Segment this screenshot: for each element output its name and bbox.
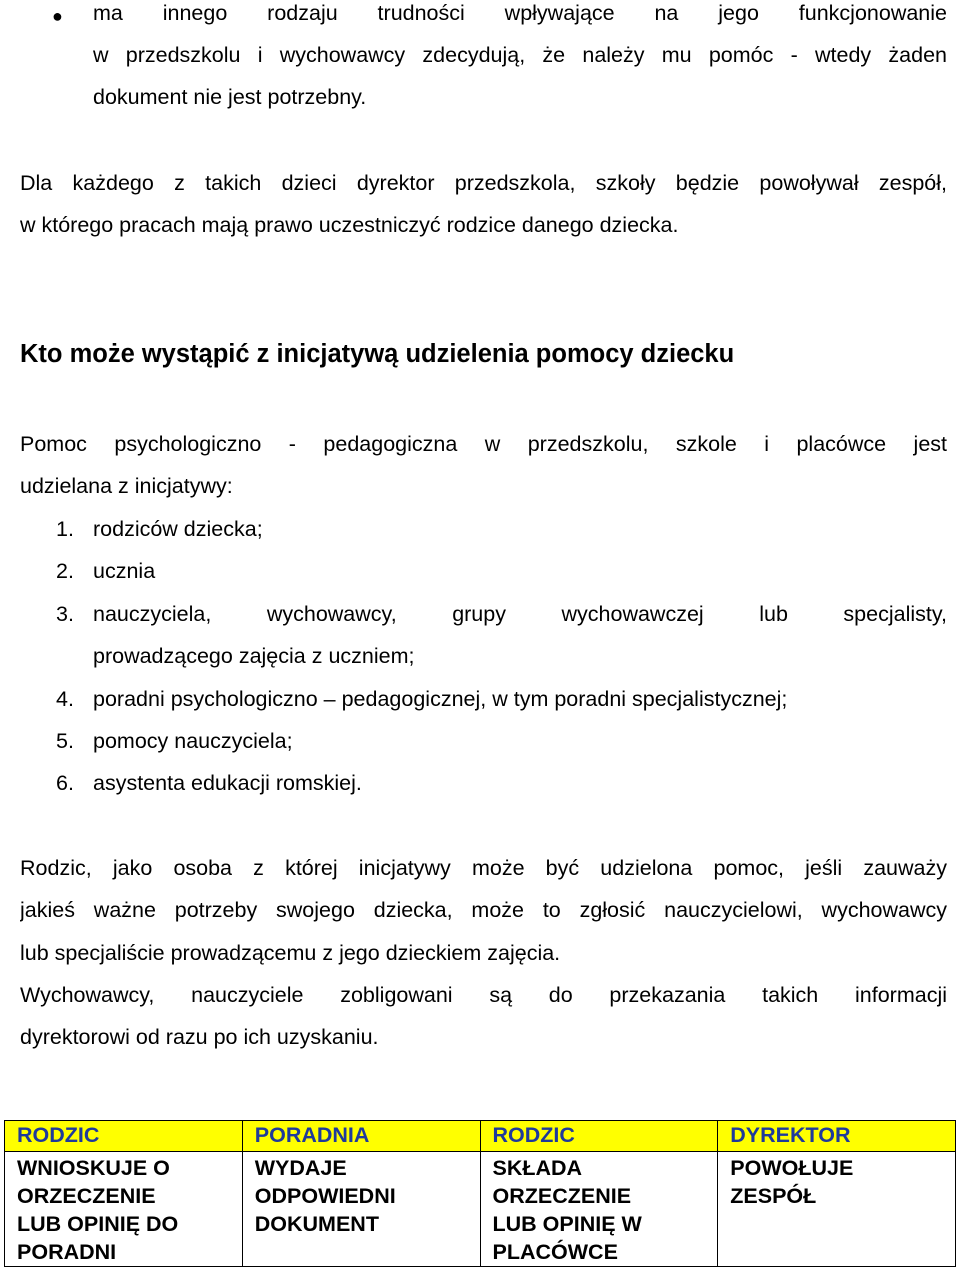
list-item-text: pomocy nauczyciela; [93, 729, 293, 753]
list-item-text: asystenta edukacji romskiej. [93, 771, 362, 795]
para1-line-1: Dla każdego z takich dzieci dyrektor przedszkola, szkoły będzie powoływał zespół, [20, 171, 947, 195]
table-cell: WYDAJE ODPOWIEDNI DOKUMENT [242, 1152, 480, 1267]
list-item-text: poradni psychologiczno – pedagogicznej, w tym poradni specjalistycznej; [93, 687, 788, 711]
table-row [5, 1152, 956, 1267]
list-item-text: rodziców dziecka; [93, 517, 263, 541]
bullet-line-2: w przedszkolu i wychowawcy zdecydują, że należy mu pomóc - wtedy żaden [93, 43, 947, 67]
list-item-text-continued: prowadzącego zajęcia z uczniem; [93, 644, 415, 668]
table-header-cell: PORADNIA [242, 1121, 480, 1152]
table-cell: SKŁADA ORZECZENIE LUB OPINIĘ W PLACÓWCE [480, 1152, 718, 1267]
bullet-icon: ● [52, 6, 63, 26]
list-number: 2. [56, 559, 74, 583]
bullet-line-3: dokument nie jest potrzebny. [93, 85, 367, 109]
table-header-row [5, 1121, 956, 1152]
list-number: 1. [56, 517, 74, 541]
table-header-cell: RODZIC [480, 1121, 718, 1152]
list-item-text: ucznia [93, 559, 156, 583]
list-item-text: nauczyciela, wychowawcy, grupy wychowawczej lub specjalisty, [93, 602, 947, 626]
list-number: 5. [56, 729, 74, 753]
para2-line-1: Pomoc psychologiczno - pedagogiczna w przedszkolu, szkole i placówce jest [20, 432, 947, 456]
list-number: 3. [56, 602, 74, 626]
table-header-cell: RODZIC [5, 1121, 243, 1152]
table-cell: WNIOSKUJE O ORZECZENIE LUB OPINIĘ DO PORADNI [5, 1152, 243, 1267]
table-header-cell: DYREKTOR [718, 1121, 956, 1152]
para2-line-2: udzielana z inicjatywy: [20, 474, 233, 498]
para3-line-3: lub specjaliście prowadzącemu z jego dzieckiem zajęcia. [20, 941, 561, 965]
para3-line-2: jakieś ważne potrzeby swojego dziecka, może to zgłosić nauczycielowi, wychowawcy [20, 898, 947, 922]
para3-line-5: dyrektorowi od razu po ich uzyskaniu. [20, 1025, 379, 1049]
process-table [4, 1120, 956, 1267]
list-number: 4. [56, 687, 74, 711]
table-cell: POWOŁUJE ZESPÓŁ [718, 1152, 956, 1267]
para3-line-1: Rodzic, jako osoba z której inicjatywy może być udzielona pomoc, jeśli zauważy [20, 856, 947, 880]
section-heading: Kto może wystąpić z inicjatywą udzielenia pomocy dziecku [20, 340, 735, 368]
para3-line-4: Wychowawcy, nauczyciele zobligowani są do przekazania takich informacji [20, 983, 947, 1007]
para1-line-2: w którego pracach mają prawo uczestniczyć rodzice danego dziecka. [20, 213, 679, 237]
bullet-line-1: ma innego rodzaju trudności wpływające na jego funkcjonowanie [93, 1, 947, 25]
list-number: 6. [56, 771, 74, 795]
